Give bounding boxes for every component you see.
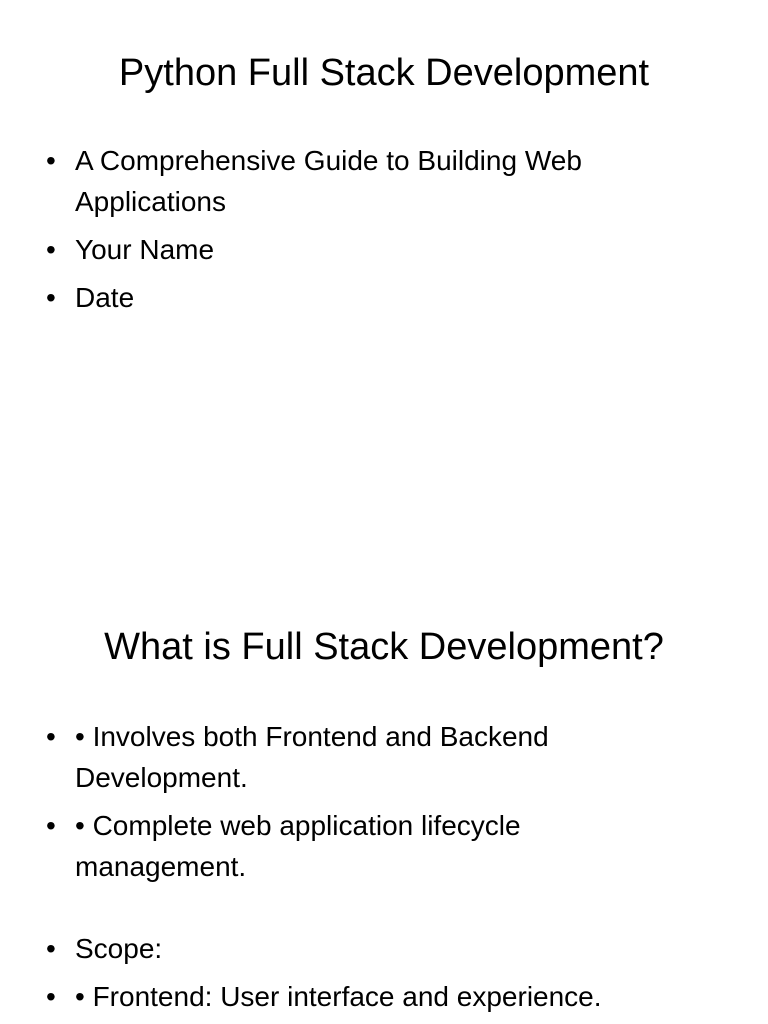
bullet-list — [46, 716, 686, 1024]
bullet-text: Scope: — [75, 933, 163, 964]
bullet-item — [46, 928, 686, 969]
bullet-marker: • — [46, 721, 56, 752]
bullet-text: A Comprehensive Guide to Building Web Applications — [75, 145, 582, 217]
bullet-marker: • — [46, 933, 56, 964]
bullet-item — [46, 805, 686, 887]
bullet-text: • Complete web application lifecycle management. — [75, 810, 521, 882]
bullet-marker: • — [46, 282, 56, 313]
bullet-text: • Frontend: User interface and experience. — [75, 981, 602, 1012]
bullet-item — [46, 277, 686, 318]
bullet-text: Date — [75, 282, 135, 313]
bullet-item — [46, 976, 686, 1017]
bullet-text: Your Name — [75, 234, 215, 265]
bullet-marker: • — [46, 810, 56, 841]
bullet-marker: • — [46, 981, 56, 1012]
slide-title: Python Full Stack Development — [118, 52, 650, 94]
bullet-text: • Involves both Frontend and Backend Development. — [75, 721, 549, 793]
bullet-item — [46, 140, 686, 222]
slide-title: What is Full Stack Development? — [104, 626, 664, 668]
slide-2 — [0, 576, 768, 1024]
bullet-marker: • — [46, 145, 56, 176]
bullet-item — [46, 716, 686, 798]
bullet-list — [46, 140, 686, 325]
bullet-marker: • — [46, 234, 56, 265]
bullet-item — [46, 229, 686, 270]
